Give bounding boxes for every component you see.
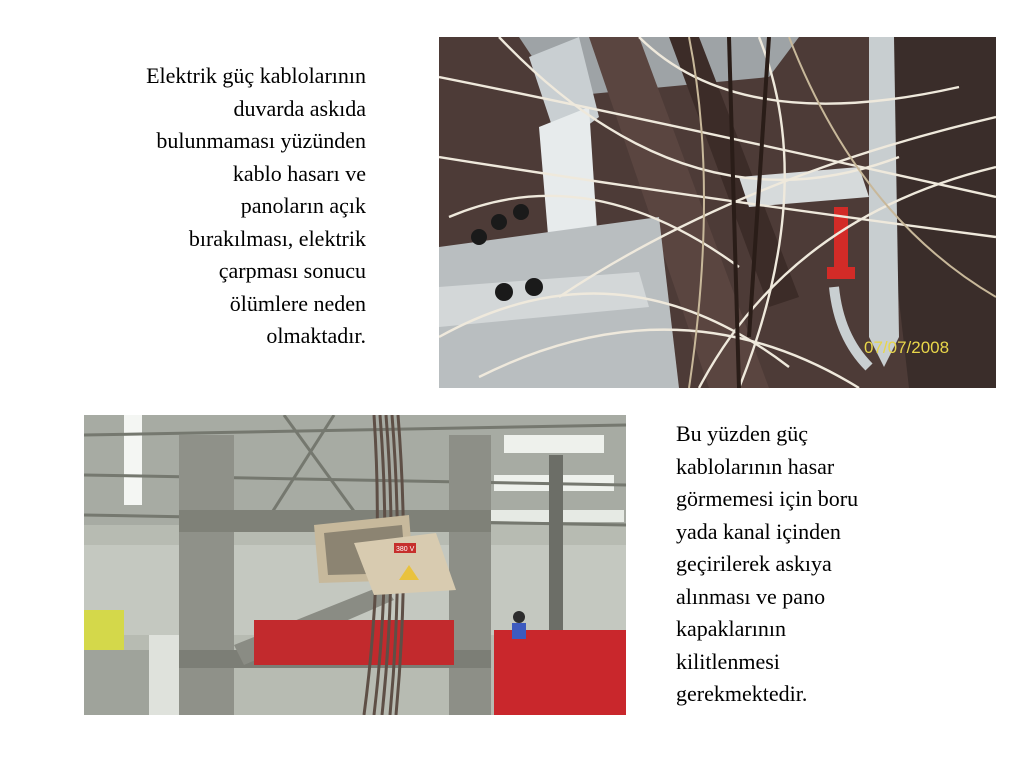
text-line: Elektrik güç kablolarının: [146, 63, 366, 88]
open-electrical-panel-photo: [84, 415, 626, 715]
text-line: gerekmektedir.: [676, 681, 808, 706]
text-line: panoların açık: [240, 193, 366, 218]
text-line: olmaktadır.: [266, 323, 366, 348]
text-line: kablo hasarı ve: [232, 160, 366, 186]
recommendation-text: [676, 418, 936, 711]
text-line: duvarda askıda: [233, 95, 366, 121]
hazard-description-text: [60, 60, 366, 353]
text-line: geçirilerek askıya: [676, 551, 832, 576]
text-line: yada kanal içinden: [676, 518, 841, 544]
text-line: alınması ve pano: [676, 583, 826, 609]
text-line: ölümlere neden: [229, 290, 366, 316]
text-line: bırakılması, elektrik: [188, 225, 366, 251]
text-line: Bu yüzden güç: [676, 421, 808, 446]
text-line: görmemesi için boru: [676, 486, 859, 511]
panel-sign-text: 380 V: [396, 546, 415, 553]
date-stamp: 07/07/2008: [864, 338, 950, 357]
text-line: kilitlenmesi: [676, 648, 780, 674]
text-line: bulunmaması yüzünden: [156, 128, 366, 153]
text-line: çarpması sonucu: [218, 258, 366, 283]
text-line: kapaklarının: [676, 616, 786, 641]
hanging-cables-photo: [439, 37, 996, 388]
text-line: kablolarının hasar: [676, 453, 835, 479]
